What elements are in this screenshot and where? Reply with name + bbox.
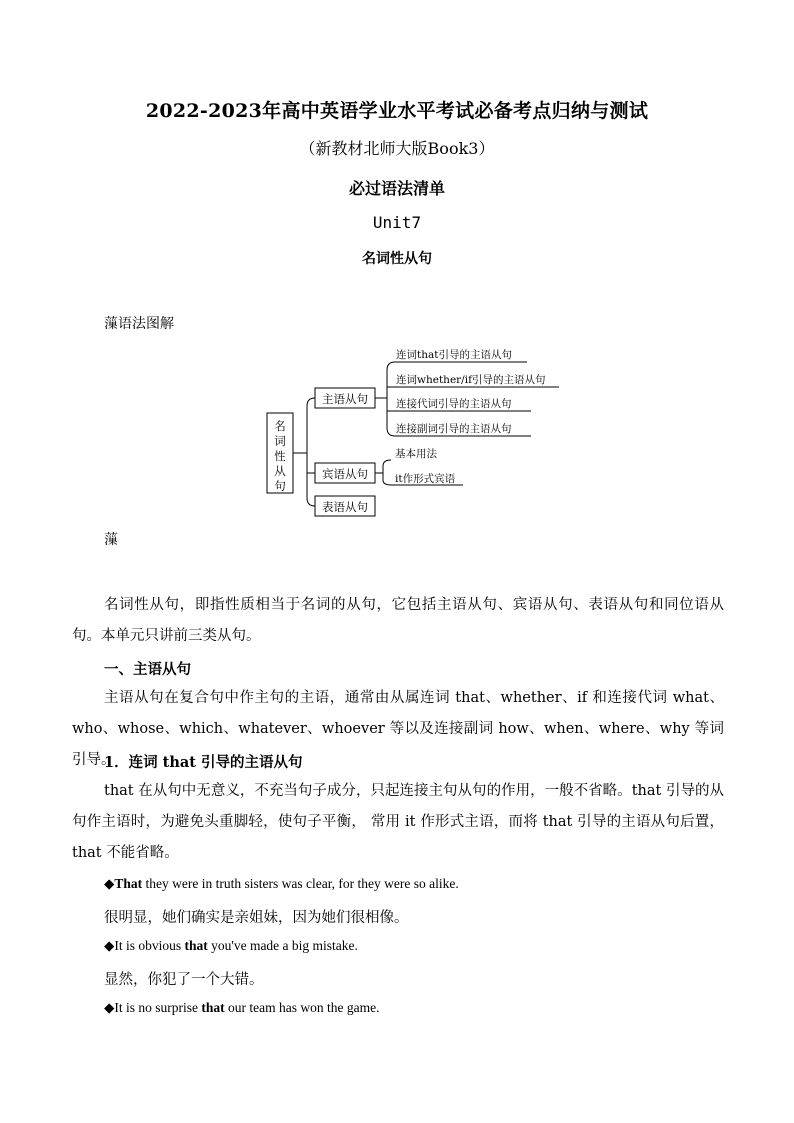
diagram-brace (307, 398, 315, 506)
subject-leaf-1: 连词that引导的主语从句 (396, 349, 512, 361)
diagram-root-char: 词 (274, 434, 286, 448)
branch-object: 宾语从句 (322, 467, 368, 481)
diagram-root-char: 句 (274, 479, 286, 493)
unit-label: Unit7 (372, 213, 422, 232)
subject-leaf-2: 连词whether/if引导的主语从句 (396, 374, 546, 386)
section-marker: 薻 (104, 532, 118, 548)
grammar-diagram (255, 340, 575, 525)
section-heading: 必过语法清单 (348, 179, 445, 198)
that-clause-heading: 1．连词 that 引导的主语从句 (104, 754, 303, 771)
branch-subject: 主语从句 (322, 392, 368, 406)
object-leaf-1: 基本用法 (395, 448, 437, 460)
that-clause-paragraph: that 在从句中无意义，不充当句子成分，只起连接主句从句的作用，一般不省略。that 引导的从句作主语时，为避免头重脚轻，使句子平衡， 常用 it 作形式主语，而将 that 引导的主语从句后置，that 不能省略。 (72, 783, 724, 861)
example-sentence: ◆It is no surprise that our team has won the game. (104, 1000, 380, 1015)
object-leaf-2: it作形式宾语 (395, 473, 456, 485)
diagram-root-char: 性 (274, 449, 286, 463)
example-translation: 很明显，她们确实是亲姐妹，因为她们很相像。 (104, 910, 409, 926)
diagram-root-char: 名 (274, 419, 286, 433)
example-sentence: ◆That they were in truth sisters was clear, for they were so alike. (104, 876, 459, 891)
document-title: 2022-2023年高中英语学业水平考试必备考点归纳与测试 (145, 100, 649, 122)
intro-paragraph: 名词性从句，即指性质相当于名词的从句，它包括主语从句、宾语从句、表语从句和同位语从句。本单元只讲前三类从句。 (72, 597, 724, 644)
topic-heading: 名词性从句 (362, 251, 432, 267)
subject-leaf-4: 连接副词引导的主语从句 (396, 423, 512, 435)
branch-predicative: 表语从句 (322, 500, 368, 514)
subject-clause-paragraph: 主语从句在复合句中作主句的主语，通常由从属连词 that、whether、if 和连接代词 what、who、whose、which、whatever、whoever 等以及连接副词 how、when、where、why 等词引导。 (72, 690, 724, 768)
example-sentence: ◆It is obvious that you've made a big mistake. (104, 938, 358, 953)
document-subtitle: （新教材北师大版Book3） (299, 139, 495, 158)
subject-clause-heading: 一、主语从句 (104, 661, 191, 678)
subject-leaf-3: 连接代词引导的主语从句 (396, 398, 512, 410)
example-translation: 显然，你犯了一个大错。 (104, 972, 264, 988)
diagram-root-char: 从 (274, 464, 286, 478)
diagram-label: 薻语法图解 (104, 316, 174, 332)
